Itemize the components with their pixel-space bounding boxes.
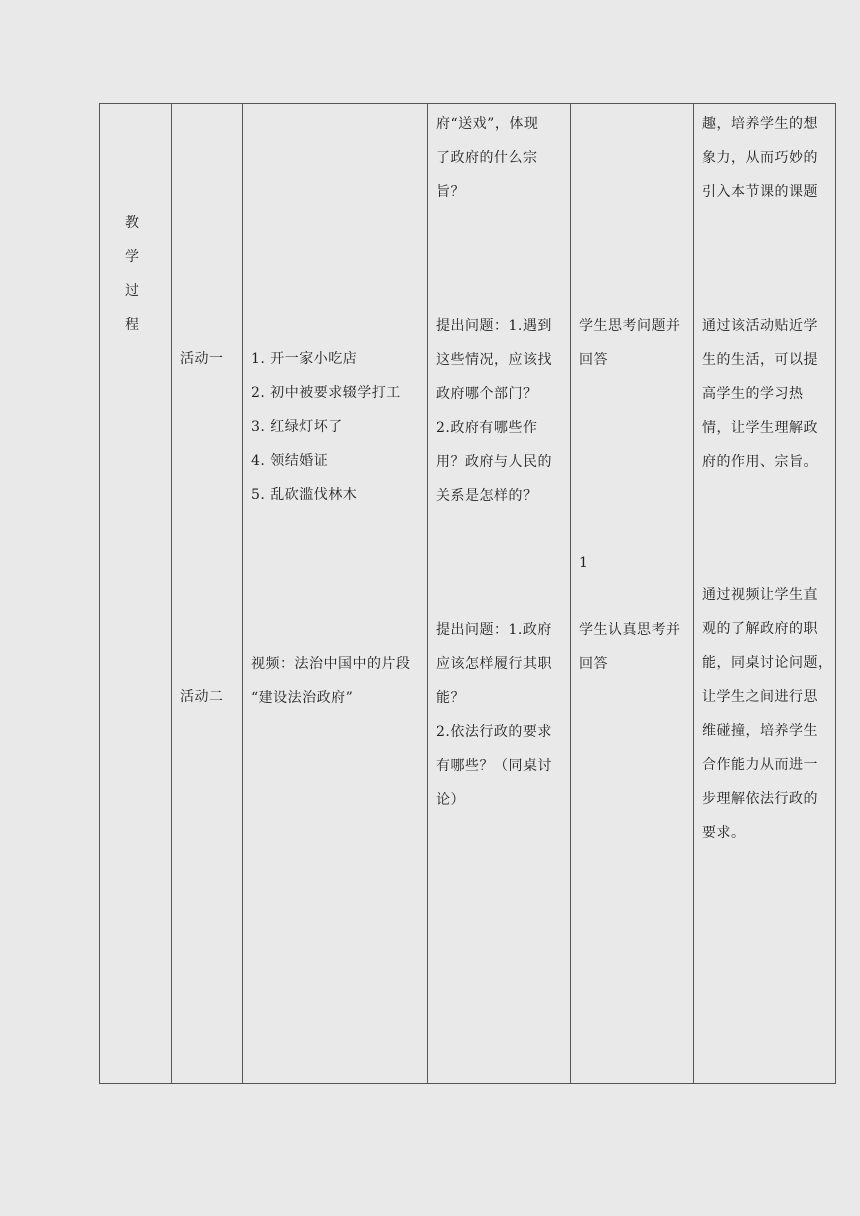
activity-one-content-item: 1. 开一家小吃店 — [251, 351, 358, 367]
activity-two-name: 活动二 — [180, 689, 224, 705]
activity-two-content-line: “建设法治政府” — [251, 690, 354, 706]
activity-one-content-item: 5. 乱砍滥伐林木 — [251, 487, 358, 503]
activity-one-teacher-line: 关系是怎样的？ — [436, 488, 538, 504]
activity-two-intent-line: 合作能力从而进一 — [702, 757, 818, 773]
continued-intent-line: 趣，培养学生的想 — [702, 116, 818, 132]
activity-one-intent-line: 生的生活，可以提 — [702, 352, 818, 368]
section-label-char: 程 — [125, 317, 139, 333]
activity-two-intent-line: 步理解依法行政的 — [702, 791, 818, 807]
page-number: 1 — [579, 555, 589, 571]
activity-one-name: 活动一 — [180, 351, 224, 367]
activity-one-intent-line: 通过该活动贴近学 — [702, 318, 818, 334]
activity-two-teacher-line: 能？ — [436, 690, 465, 706]
continued-intent-line: 引入本节课的课题 — [702, 184, 818, 200]
activity-two-intent-line: 观的了解政府的职 — [702, 621, 818, 637]
activity-one-intent-line: 高学生的学习热 — [702, 386, 804, 402]
activity-two-intent-line: 能，同桌讨论问题， — [702, 655, 833, 671]
activity-one-content-item: 3. 红绿灯坏了 — [251, 419, 343, 435]
activity-one-teacher-line: 用？政府与人民的 — [436, 454, 552, 470]
continued-teacher-line: 旨？ — [436, 184, 465, 200]
activity-one-teacher-line: 提出问题：1.遇到 — [436, 318, 552, 334]
activity-one-teacher-line: 这些情况，应该找 — [436, 352, 552, 368]
activity-one-student-line: 回答 — [579, 352, 608, 368]
activity-two-student-line: 学生认真思考并 — [579, 622, 681, 638]
column-divider — [171, 104, 172, 1083]
activity-one-teacher-line: 2.政府有哪些作 — [436, 420, 538, 436]
activity-two-teacher-line: 应该怎样履行其职 — [436, 656, 552, 672]
activity-two-intent-line: 通过视频让学生直 — [702, 587, 818, 603]
activity-two-student-line: 回答 — [579, 656, 608, 672]
column-divider — [570, 104, 571, 1083]
activity-two-intent-line: 要求。 — [702, 825, 746, 841]
section-label-char: 教 — [125, 215, 139, 231]
activity-one-intent-line: 府的作用、宗旨。 — [702, 454, 818, 470]
section-label-char: 过 — [125, 283, 139, 299]
activity-two-teacher-line: 2.依法行政的要求 — [436, 724, 552, 740]
activity-two-teacher-line: 论） — [436, 792, 465, 808]
activity-one-student-line: 学生思考问题并 — [579, 318, 681, 334]
activity-two-content-line: 视频：法治中国中的片段 — [251, 656, 411, 672]
activity-one-teacher-line: 政府哪个部门？ — [436, 386, 538, 402]
activity-two-teacher-line: 提出问题：1.政府 — [436, 622, 552, 638]
section-label-teaching-process — [122, 206, 142, 342]
column-divider — [427, 104, 428, 1083]
column-divider — [242, 104, 243, 1083]
column-divider — [693, 104, 694, 1083]
continued-intent-line: 象力，从而巧妙的 — [702, 150, 818, 166]
lesson-plan-table — [99, 103, 836, 1084]
continued-teacher-line: 了政府的什么宗 — [436, 150, 538, 166]
activity-one-content-item: 2. 初中被要求辍学打工 — [251, 385, 401, 401]
section-label-char: 学 — [125, 249, 139, 265]
activity-one-intent-line: 情，让学生理解政 — [702, 420, 818, 436]
activity-one-content-item: 4. 领结婚证 — [251, 453, 329, 469]
activity-two-intent-line: 维碰撞，培养学生 — [702, 723, 818, 739]
activity-two-teacher-line: 有哪些？（同桌讨 — [436, 758, 552, 774]
activity-two-intent-line: 让学生之间进行思 — [702, 689, 818, 705]
continued-teacher-line: 府“送戏”，体现 — [436, 116, 539, 132]
